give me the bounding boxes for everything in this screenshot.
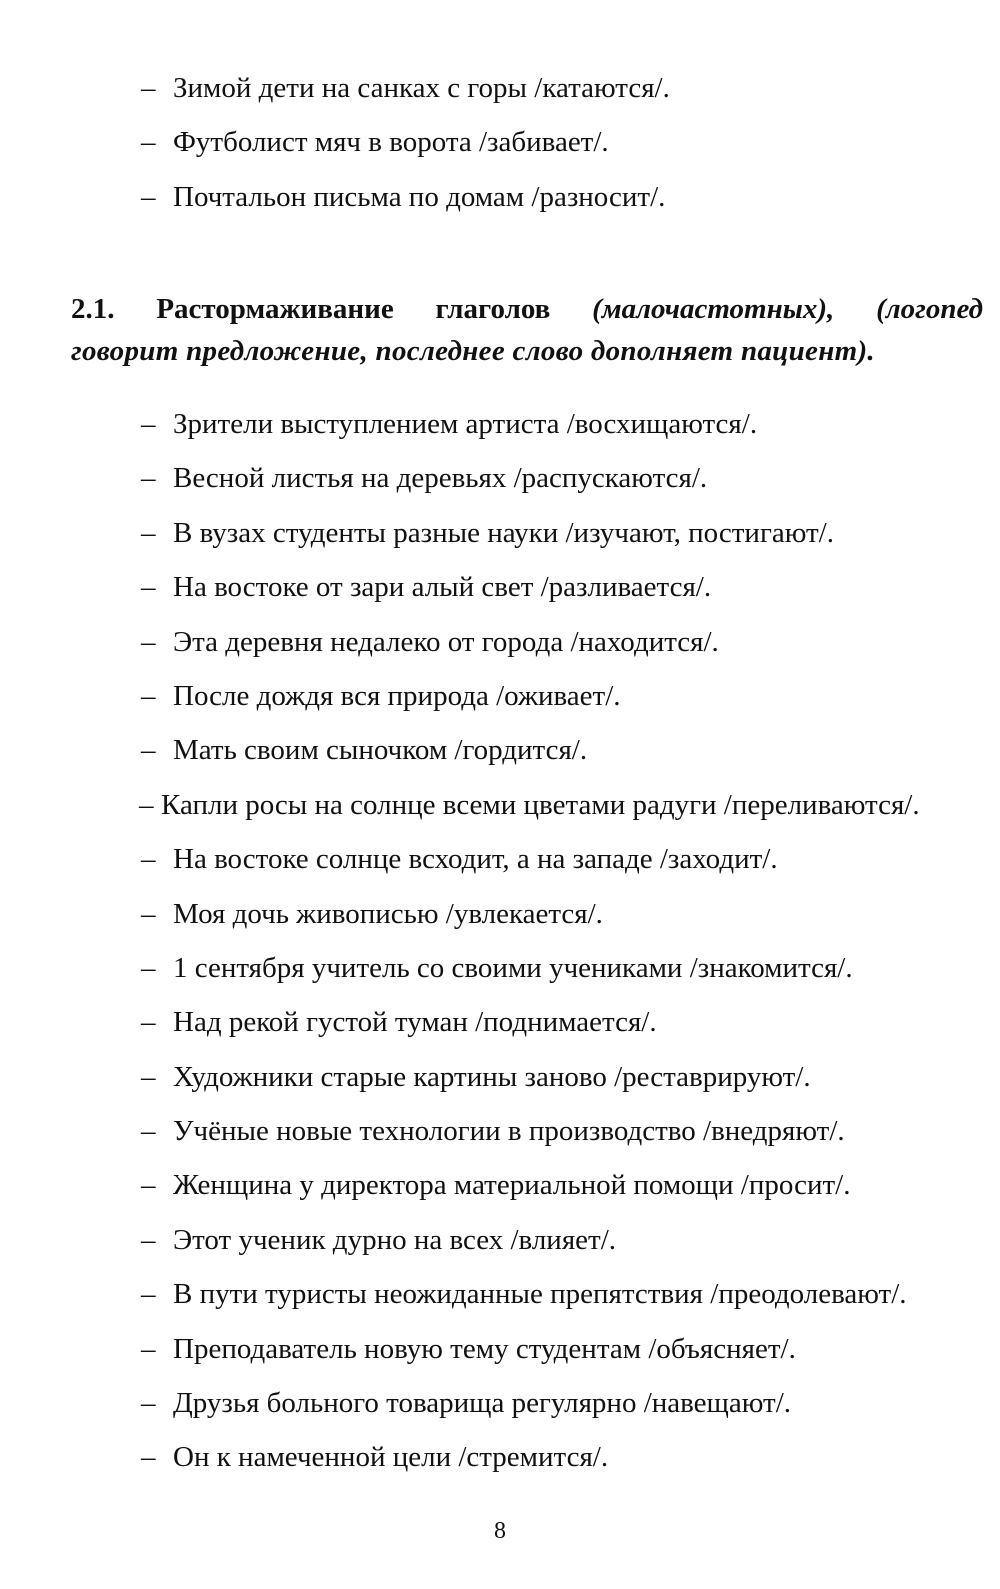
list-item-text: 1 сентября учитель со своими учениками /знакомится/. bbox=[173, 951, 853, 984]
list-item-text: Этот ученик дурно на всех /влияет/. bbox=[173, 1223, 617, 1256]
list-item-text: После дождя вся природа /оживает/. bbox=[173, 679, 621, 712]
list-item-text: Весной листья на деревьях /распускаются/. bbox=[173, 462, 708, 495]
list-item-text: Друзья больного товарища регулярно /навещают/. bbox=[173, 1387, 792, 1420]
list-item bbox=[141, 832, 920, 886]
list-item-text: Женщина у директора материальной помощи /просит/. bbox=[173, 1169, 851, 1202]
dash-marker: – bbox=[141, 843, 156, 876]
list-item bbox=[141, 723, 920, 777]
section-heading-line1 bbox=[71, 288, 983, 330]
dash-marker: – bbox=[141, 1006, 156, 1039]
dash-marker: – bbox=[141, 516, 156, 549]
list-item bbox=[139, 778, 920, 832]
dash-marker: – bbox=[141, 1115, 156, 1148]
dash-marker: – bbox=[141, 1441, 156, 1474]
dash-marker: – bbox=[141, 1060, 156, 1093]
list-item bbox=[141, 1376, 920, 1430]
list-item-text: Почтальон письма по домам /разносит/. bbox=[173, 180, 666, 213]
list-item bbox=[141, 1104, 920, 1158]
list-item-text: Моя дочь живописью /увлекается/. bbox=[173, 897, 603, 930]
list-item-text: На востоке солнце всходит, а на западе /заходит/. bbox=[173, 843, 778, 876]
dash-marker: – bbox=[141, 897, 156, 930]
list-item-text: Футболист мяч в ворота /забивает/. bbox=[173, 126, 609, 159]
list-item-text: Мать своим сыночком /гордится/. bbox=[173, 734, 588, 767]
list-item-text: Он к намеченной цели /стремится/. bbox=[173, 1441, 609, 1474]
dash-marker: – bbox=[141, 679, 156, 712]
dash-marker: – bbox=[141, 126, 156, 159]
dash-marker: – bbox=[141, 1387, 156, 1420]
dash-marker: – bbox=[141, 462, 156, 495]
list-item-text: Зимой дети на санках с горы /катаются/. bbox=[173, 72, 670, 104]
section-italic-1: (малочастотных), bbox=[592, 293, 835, 325]
list-item bbox=[141, 887, 920, 941]
section-word-1: Растормаживание bbox=[156, 293, 394, 325]
page-number: 8 bbox=[494, 1518, 506, 1544]
list-item bbox=[141, 995, 920, 1049]
list-item-text: Учёные новые технологии в производство /внедряют/. bbox=[173, 1115, 845, 1148]
list-item bbox=[141, 115, 670, 169]
list-item bbox=[141, 1213, 920, 1267]
list-item bbox=[141, 560, 920, 614]
list-item bbox=[141, 61, 670, 115]
list-item-text: Капли росы на солнце всеми цветами радуги /переливаются/. bbox=[161, 788, 920, 821]
list-item bbox=[141, 941, 920, 995]
list-item bbox=[141, 1322, 920, 1376]
list-item bbox=[141, 170, 670, 224]
list-item bbox=[141, 1158, 920, 1212]
sentence-list-top bbox=[141, 61, 670, 224]
list-item bbox=[141, 1050, 920, 1104]
dash-marker: – bbox=[141, 1223, 156, 1256]
sentence-list-main bbox=[141, 397, 920, 1485]
dash-marker: – bbox=[141, 1169, 156, 1202]
list-item bbox=[141, 506, 920, 560]
list-item bbox=[141, 615, 920, 669]
dash-marker: – bbox=[141, 625, 156, 658]
list-item-text: Над рекой густой туман /поднимается/. bbox=[173, 1006, 657, 1039]
list-item-text: Преподаватель новую тему студентам /объясняет/. bbox=[173, 1332, 796, 1365]
list-item bbox=[141, 1430, 920, 1484]
list-item-text: В пути туристы неожиданные препятствия /преодолевают/. bbox=[173, 1278, 907, 1311]
section-word-2: глаголов bbox=[435, 293, 551, 325]
list-item-text: Эта деревня недалеко от города /находится/. bbox=[173, 625, 719, 658]
dash-marker: – bbox=[141, 1278, 156, 1311]
list-item-text: На востоке от зари алый свет /разливается/. bbox=[173, 571, 712, 604]
dash-marker: – bbox=[141, 72, 156, 104]
section-heading bbox=[71, 288, 983, 372]
dash-marker: – bbox=[141, 1332, 156, 1365]
dash-marker: – bbox=[141, 408, 156, 440]
dash-marker: – bbox=[141, 571, 156, 604]
section-italic-2: (логопед bbox=[876, 293, 983, 325]
dash-marker: – bbox=[141, 180, 156, 213]
list-item bbox=[141, 669, 920, 723]
list-item bbox=[141, 451, 920, 505]
section-heading-line2: говорит предложение, последнее слово дополняет пациент). bbox=[71, 335, 875, 367]
dash-marker: – bbox=[139, 788, 154, 821]
list-item-text: Зрители выступлением артиста /восхищаются/. bbox=[173, 408, 758, 440]
list-item-text: Художники старые картины заново /реставрируют/. bbox=[173, 1060, 811, 1093]
list-item bbox=[141, 1267, 920, 1321]
dash-marker: – bbox=[141, 734, 156, 767]
list-item bbox=[141, 397, 920, 451]
list-item-text: В вузах студенты разные науки /изучают, постигают/. bbox=[173, 516, 834, 549]
section-number: 2.1. bbox=[71, 293, 115, 325]
dash-marker: – bbox=[141, 951, 156, 984]
